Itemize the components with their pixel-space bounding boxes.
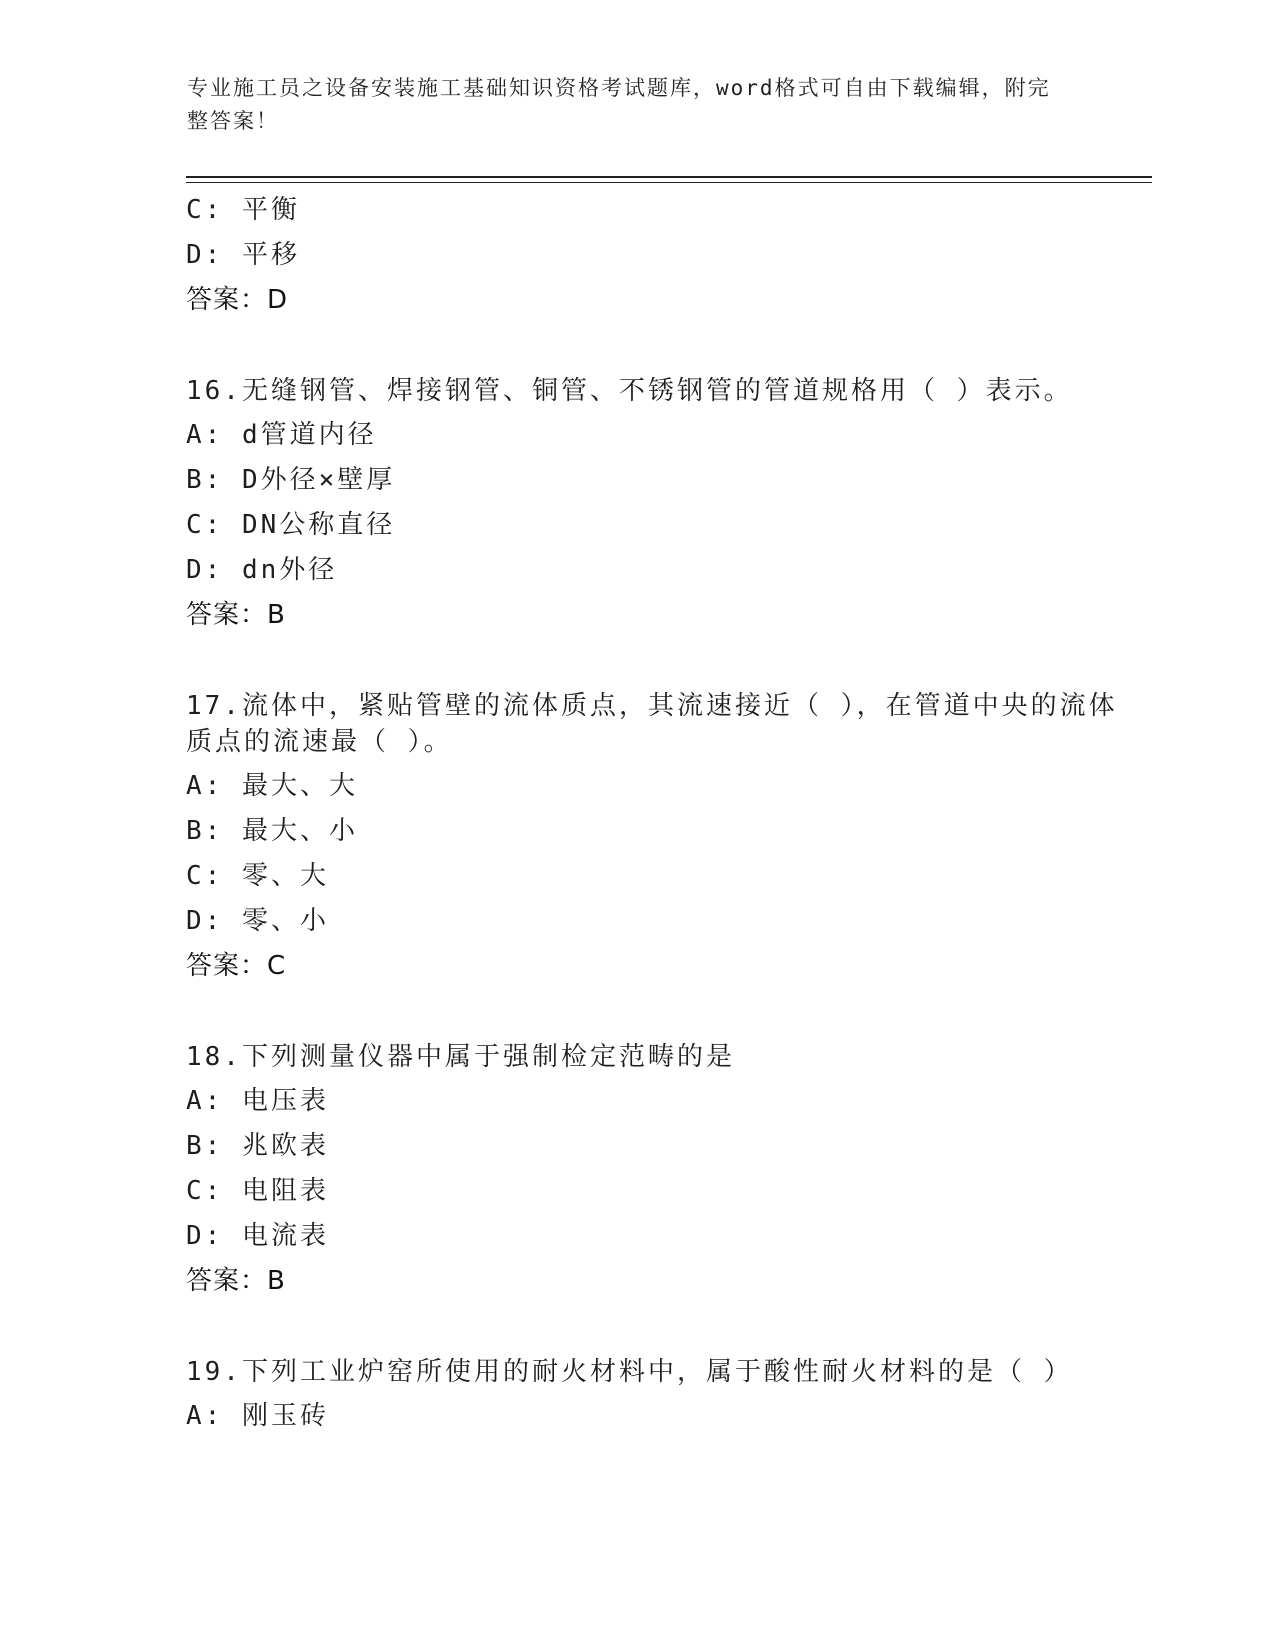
- option-b: B: D外径×壁厚: [186, 465, 396, 495]
- question-block-18: [186, 1034, 1146, 1304]
- option-c: C: 电阻表: [186, 1176, 329, 1206]
- option-b: B: 兆欧表: [186, 1131, 329, 1161]
- answer-line: 答案：B: [186, 600, 286, 630]
- question-stem: 19.下列工业炉窑所使用的耐火材料中，属于酸性耐火材料的是（ ）: [186, 1357, 1073, 1387]
- question-stem: 17.流体中，紧贴管壁的流体质点，其流速接近（ ），在管道中央的流体质点的流速最（ ）。: [186, 691, 1118, 757]
- spacer: [186, 989, 1146, 1034]
- question-block-17: [186, 683, 1146, 989]
- document-header: 专业施工员之设备安装施工基础知识资格考试题库，word格式可自由下载编辑，附完整答案！: [187, 76, 1051, 133]
- spacer: [186, 638, 1146, 683]
- option-a: A: 电压表: [186, 1086, 329, 1116]
- option-c: C: 零、大: [186, 861, 329, 891]
- question-stem: 16.无缝钢管、焊接钢管、铜管、不锈钢管的管道规格用（ ）表示。: [186, 376, 1073, 406]
- question-block-19: [186, 1349, 1146, 1439]
- header-rule-thin: [186, 182, 1152, 183]
- option-a: A: d管道内径: [186, 420, 377, 450]
- spacer: [186, 323, 1146, 368]
- option-c: C: DN公称直径: [186, 510, 396, 540]
- header-rule-thick: [186, 176, 1152, 178]
- option-a: A: 刚玉砖: [186, 1401, 329, 1431]
- spacer: [186, 1304, 1146, 1349]
- option-d: D: dn外径: [186, 555, 338, 585]
- option-a: A: 最大、大: [186, 771, 358, 801]
- question-block-continued: [186, 188, 1146, 323]
- option-b: B: 最大、小: [186, 816, 358, 846]
- answer-line: 答案：C: [186, 951, 287, 981]
- option-c: C: 平衡: [186, 195, 300, 225]
- option-d: D: 零、小: [186, 906, 329, 936]
- question-content: [186, 188, 1146, 1439]
- option-d: D: 电流表: [186, 1221, 329, 1251]
- answer-line: 答案：B: [186, 1266, 286, 1296]
- question-block-16: [186, 368, 1146, 638]
- answer-line: 答案：D: [186, 285, 289, 315]
- option-d: D: 平移: [186, 240, 300, 270]
- question-stem: 18.下列测量仪器中属于强制检定范畴的是: [186, 1042, 735, 1072]
